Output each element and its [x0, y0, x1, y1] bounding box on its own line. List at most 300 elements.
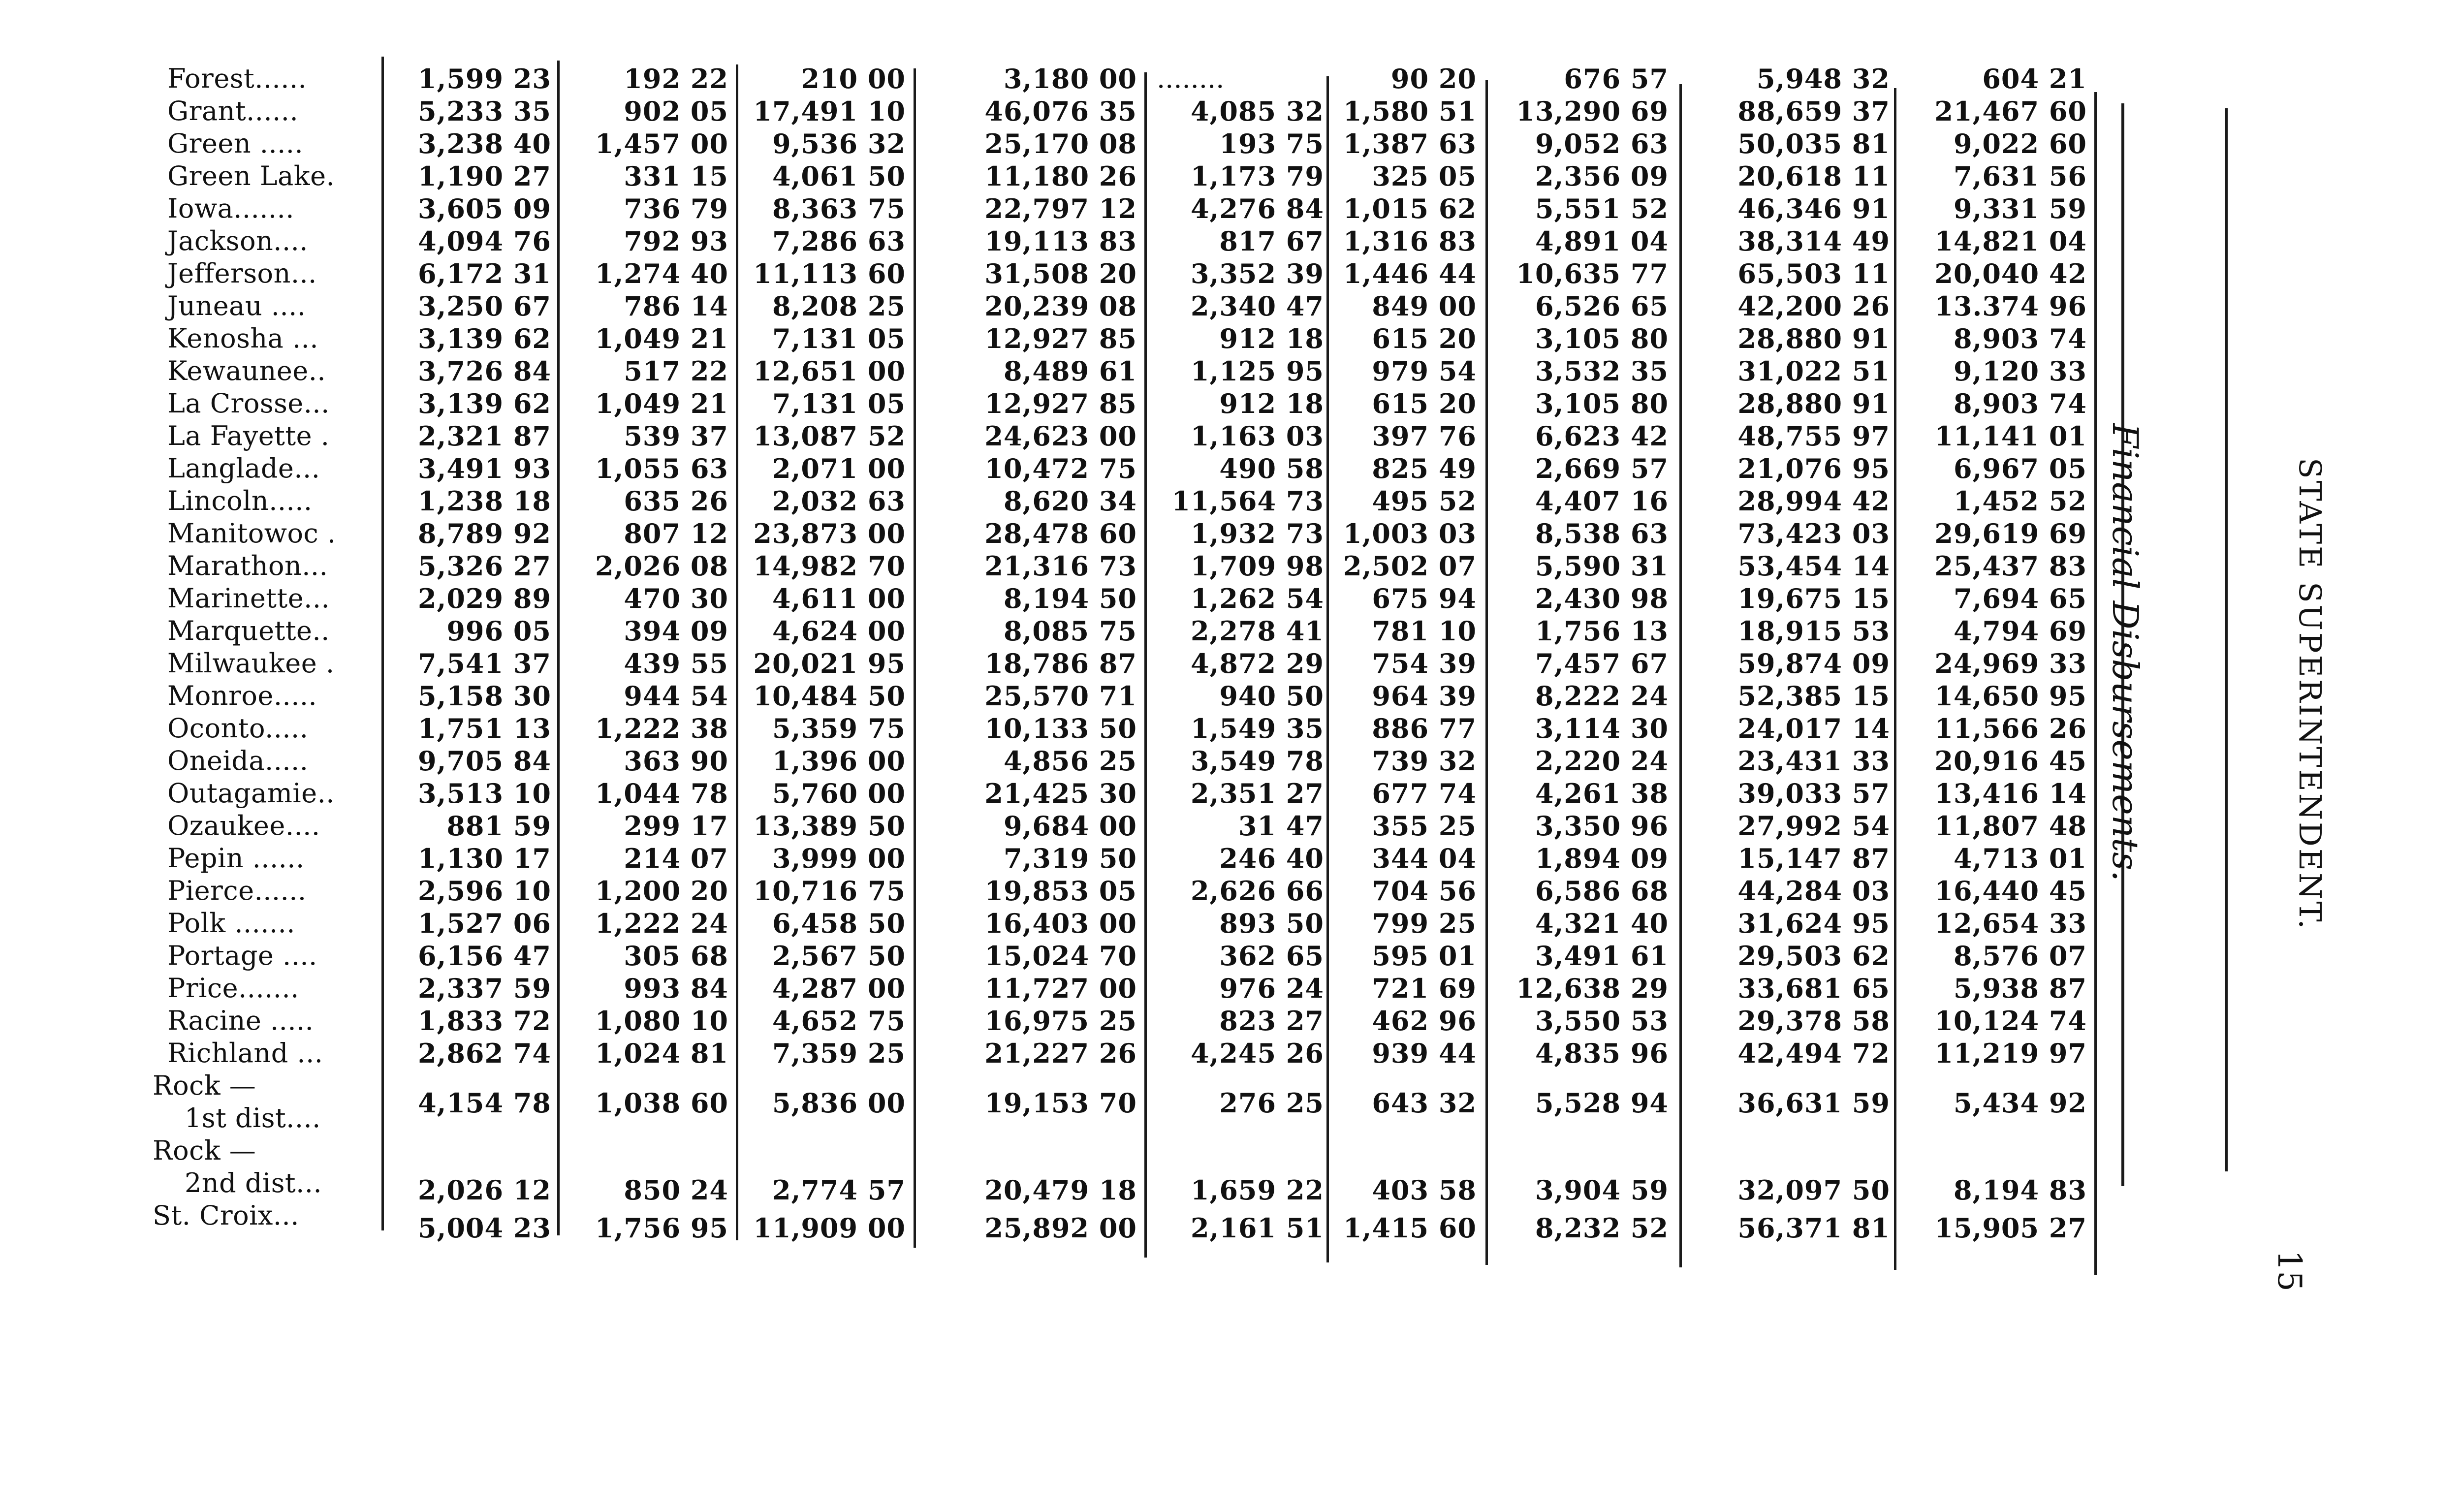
amount-cell: 18,786 87: [984, 648, 1137, 679]
amount-cell: 4,276 84: [1190, 193, 1324, 224]
amount-cell: 5,233 35: [417, 95, 551, 127]
amount-cell: 397 76: [1372, 420, 1477, 452]
amount-cell: 53,454 14: [1737, 550, 1890, 582]
amount-cell: 5,528 94: [1535, 1087, 1669, 1119]
amount-cell: 996 05: [446, 615, 551, 647]
amount-cell: 11,564 73: [1171, 485, 1324, 517]
amount-cell: 7,631 56: [1953, 160, 2087, 192]
amount-cell: 12,927 85: [984, 323, 1137, 354]
amount-cell: 355 25: [1372, 810, 1477, 842]
amount-cell: 976 24: [1219, 973, 1324, 1004]
amount-cell: 5,359 75: [772, 713, 906, 744]
amount-cell: 23,873 00: [753, 518, 906, 549]
amount-cell: 1,038 60: [595, 1087, 728, 1119]
amount-cell: 8,194 50: [1003, 583, 1137, 614]
amount-cell: 28,994 42: [1737, 485, 1890, 517]
amount-cell: 14,982 70: [753, 550, 906, 582]
amount-cell: 3,726 84: [417, 355, 551, 387]
amount-cell: 11,113 60: [753, 258, 906, 289]
amount-cell: 31,508 20: [984, 258, 1137, 289]
amount-cell: 754 39: [1372, 648, 1477, 679]
amount-cell: 25,570 71: [984, 680, 1137, 712]
amount-cell: 615 20: [1372, 388, 1477, 419]
county-name: Pierce......: [167, 875, 307, 906]
county-name: Forest......: [167, 63, 307, 94]
amount-cell: 1,415 60: [1343, 1212, 1477, 1244]
amount-cell: 490 58: [1219, 453, 1324, 484]
amount-cell: 4,245 26: [1190, 1038, 1324, 1069]
amount-cell: 2,502 07: [1343, 550, 1477, 582]
amount-cell: 20,618 11: [1737, 160, 1890, 192]
amount-cell: 331 15: [624, 160, 728, 192]
amount-cell: 24,017 14: [1737, 713, 1890, 744]
amount-cell: 12,927 85: [984, 388, 1137, 419]
amount-cell: 4,856 25: [1003, 745, 1137, 777]
amount-cell: 1,580 51: [1343, 95, 1477, 127]
amount-cell: 604 21: [1982, 63, 2087, 94]
amount-cell: 3,549 78: [1190, 745, 1324, 777]
amount-cell: 3,238 40: [417, 128, 551, 159]
amount-cell: 13.374 96: [1934, 290, 2087, 322]
amount-cell: 1,015 62: [1343, 193, 1477, 224]
amount-cell: 817 67: [1219, 225, 1324, 257]
amount-cell: 993 84: [624, 973, 728, 1004]
amount-cell: 21,467 60: [1934, 95, 2087, 127]
amount-cell: 18,915 53: [1737, 615, 1890, 647]
amount-cell: 46,076 35: [984, 95, 1137, 127]
amount-cell: 3,999 00: [772, 843, 906, 874]
amount-cell: 439 55: [624, 648, 728, 679]
amount-cell: 1,190 27: [417, 160, 551, 192]
amount-cell: 1,044 78: [595, 778, 728, 809]
amount-cell: 8,222 24: [1535, 680, 1669, 712]
amount-cell: 16,403 00: [984, 908, 1137, 939]
amount-cell: 11,566 26: [1934, 713, 2087, 744]
amount-cell: 675 94: [1372, 583, 1477, 614]
amount-cell: 29,619 69: [1934, 518, 2087, 549]
amount-cell: 1,599 23: [417, 63, 551, 94]
amount-cell: 964 39: [1372, 680, 1477, 712]
amount-cell: 1,222 38: [595, 713, 728, 744]
amount-cell: 2,026 08: [595, 550, 728, 582]
amount-cell: 5,004 23: [417, 1212, 551, 1244]
amount-cell: 7,541 37: [417, 648, 551, 679]
amount-cell: 704 56: [1372, 875, 1477, 907]
amount-cell: 470 30: [624, 583, 728, 614]
amount-cell: 8,085 75: [1003, 615, 1137, 647]
county-name: La Crosse...: [167, 388, 330, 419]
amount-cell: 403 58: [1372, 1174, 1477, 1206]
amount-cell: 1,452 52: [1953, 485, 2087, 517]
column-rule: [1144, 72, 1147, 1258]
amount-cell: 28,478 60: [984, 518, 1137, 549]
amount-cell: 27,992 54: [1737, 810, 1890, 842]
amount-cell: 36,631 59: [1737, 1087, 1890, 1119]
amount-cell: 7,286 63: [772, 225, 906, 257]
county-name: Marquette..: [167, 615, 330, 646]
amount-cell: 5,836 00: [772, 1087, 906, 1119]
amount-cell: 2,774 57: [772, 1174, 906, 1206]
amount-cell: 1,130 17: [417, 843, 551, 874]
amount-cell: 394 09: [624, 615, 728, 647]
amount-cell: 786 14: [624, 290, 728, 322]
amount-cell: 42,494 72: [1737, 1038, 1890, 1069]
amount-cell: 979 54: [1372, 355, 1477, 387]
amount-cell: 3,904 59: [1535, 1174, 1669, 1206]
amount-cell: 50,035 81: [1737, 128, 1890, 159]
amount-cell: 8,208 25: [772, 290, 906, 322]
amount-cell: 736 79: [624, 193, 728, 224]
amount-cell: 3,352 39: [1190, 258, 1324, 289]
county-name: Grant......: [167, 95, 299, 126]
amount-cell: 5,938 87: [1953, 973, 2087, 1004]
amount-cell: 20,021 95: [753, 648, 906, 679]
amount-cell: 3,550 53: [1535, 1005, 1669, 1037]
amount-cell: 7,457 67: [1535, 648, 1669, 679]
amount-cell: 15,905 27: [1934, 1212, 2087, 1244]
amount-cell: 8,903 74: [1953, 323, 2087, 354]
amount-cell: 886 77: [1372, 713, 1477, 744]
amount-cell: 90 20: [1390, 63, 1477, 94]
amount-cell: 4,624 00: [772, 615, 906, 647]
amount-cell: 210 00: [801, 63, 906, 94]
amount-cell: 31,624 95: [1737, 908, 1890, 939]
county-name: Oneida.....: [167, 745, 309, 776]
amount-cell: 4,154 78: [417, 1087, 551, 1119]
amount-cell: 10,124 74: [1934, 1005, 2087, 1037]
amount-cell: 6,526 65: [1535, 290, 1669, 322]
amount-cell: 517 22: [624, 355, 728, 387]
county-name: Pepin ......: [167, 843, 305, 874]
amount-cell: 4,287 00: [772, 973, 906, 1004]
amount-cell: 5,434 92: [1953, 1087, 2087, 1119]
amount-cell: 19,113 83: [984, 225, 1137, 257]
county-name: La Fayette .: [167, 420, 330, 451]
amount-cell: 1,396 00: [772, 745, 906, 777]
amount-cell: 12,654 33: [1934, 908, 2087, 939]
amount-cell: 739 32: [1372, 745, 1477, 777]
amount-cell: 825 49: [1372, 453, 1477, 484]
amount-cell: 2,321 87: [417, 420, 551, 452]
amount-cell: 2,220 24: [1535, 745, 1669, 777]
amount-cell: 52,385 15: [1737, 680, 1890, 712]
amount-cell: 7,359 25: [772, 1038, 906, 1069]
amount-cell: 7,131 05: [772, 323, 906, 354]
amount-cell: 6,586 68: [1535, 875, 1669, 907]
amount-cell: 944 54: [624, 680, 728, 712]
amount-cell: 1,316 83: [1343, 225, 1477, 257]
amount-cell: 5,590 31: [1535, 550, 1669, 582]
county-name: St. Croix...: [153, 1200, 299, 1231]
amount-cell: 1,003 03: [1343, 518, 1477, 549]
amount-cell: 1,833 72: [417, 1005, 551, 1037]
column-rule: [914, 68, 916, 1248]
amount-cell: 8,363 75: [772, 193, 906, 224]
amount-cell: 3,180 00: [1003, 63, 1137, 94]
amount-cell: 7,131 05: [772, 388, 906, 419]
amount-cell: 28,880 91: [1737, 388, 1890, 419]
section-title: Financial Disbursements.: [2105, 423, 2146, 882]
column-rule: [1326, 76, 1329, 1262]
amount-cell: 2,071 00: [772, 453, 906, 484]
amount-cell: 28,880 91: [1737, 323, 1890, 354]
amount-cell: 4,407 16: [1535, 485, 1669, 517]
amount-cell: 11,727 00: [984, 973, 1137, 1004]
amount-cell: 3,491 61: [1535, 940, 1669, 972]
amount-cell: 3,105 80: [1535, 323, 1669, 354]
amount-cell: 1,173 79: [1190, 160, 1324, 192]
amount-cell: 3,605 09: [417, 193, 551, 224]
amount-cell: 1,080 10: [595, 1005, 728, 1037]
amount-cell: 2,596 10: [417, 875, 551, 907]
amount-cell: 881 59: [446, 810, 551, 842]
amount-cell: 940 50: [1219, 680, 1324, 712]
amount-cell: 6,967 05: [1953, 453, 2087, 484]
county-name-district: 1st dist....: [185, 1102, 321, 1134]
amount-cell: 1,527 06: [417, 908, 551, 939]
amount-cell: 33,681 65: [1737, 973, 1890, 1004]
amount-cell: 214 07: [624, 843, 728, 874]
amount-cell: 781 10: [1372, 615, 1477, 647]
amount-cell: 25,170 08: [984, 128, 1137, 159]
amount-cell: 823 27: [1219, 1005, 1324, 1037]
amount-cell: 305 68: [624, 940, 728, 972]
amount-cell: 2,032 63: [772, 485, 906, 517]
amount-cell: 4,794 69: [1953, 615, 2087, 647]
amount-cell: 2,026 12: [417, 1174, 551, 1206]
amount-cell: 1,756 13: [1535, 615, 1669, 647]
amount-cell: 3,139 62: [417, 388, 551, 419]
county-name: Ozaukee....: [167, 810, 320, 841]
amount-cell: 9,120 33: [1953, 355, 2087, 387]
amount-cell: 4,891 04: [1535, 225, 1669, 257]
county-name: Green Lake.: [167, 160, 335, 191]
amount-cell: 1,274 40: [595, 258, 728, 289]
amount-cell: 25,892 00: [984, 1212, 1137, 1244]
amount-cell: 25,437 83: [1934, 550, 2087, 582]
amount-cell: 2,029 89: [417, 583, 551, 614]
county-name: Juneau ....: [167, 290, 306, 321]
amount-cell: 912 18: [1219, 323, 1324, 354]
amount-cell: 42,200 26: [1737, 290, 1890, 322]
amount-cell: 3,491 93: [417, 453, 551, 484]
amount-cell: 9,331 59: [1953, 193, 2087, 224]
amount-cell: 912 18: [1219, 388, 1324, 419]
amount-cell: 19,675 15: [1737, 583, 1890, 614]
column-rule: [1679, 84, 1682, 1267]
amount-cell: 14,821 04: [1934, 225, 2087, 257]
amount-cell: 8,194 83: [1953, 1174, 2087, 1206]
county-name: Price.......: [167, 973, 299, 1004]
amount-cell: 19,153 70: [984, 1087, 1137, 1119]
amount-cell: 29,378 58: [1737, 1005, 1890, 1037]
amount-cell: 21,316 73: [984, 550, 1137, 582]
amount-cell: 31 47: [1238, 810, 1324, 842]
amount-cell: 4,872 29: [1190, 648, 1324, 679]
amount-cell: 59,874 09: [1737, 648, 1890, 679]
amount-cell: 14,650 95: [1934, 680, 2087, 712]
amount-cell: 807 12: [624, 518, 728, 549]
amount-cell: 4,652 75: [772, 1005, 906, 1037]
amount-cell: 849 00: [1372, 290, 1477, 322]
amount-cell: 8,903 74: [1953, 388, 2087, 419]
amount-cell: 1,932 73: [1190, 518, 1324, 549]
amount-cell: 11,141 01: [1934, 420, 2087, 452]
column-rule: [381, 57, 384, 1230]
amount-cell: 12,638 29: [1516, 973, 1669, 1004]
amount-cell: 24,623 00: [984, 420, 1137, 452]
amount-cell: 1,446 44: [1343, 258, 1477, 289]
amount-cell: 462 96: [1372, 1005, 1477, 1037]
amount-cell: 4,261 38: [1535, 778, 1669, 809]
amount-cell: 6,172 31: [417, 258, 551, 289]
amount-cell: 1,756 95: [595, 1212, 728, 1244]
amount-cell: 48,755 97: [1737, 420, 1890, 452]
amount-cell: 6,156 47: [417, 940, 551, 972]
county-name: Iowa.......: [167, 193, 294, 224]
amount-cell: 11,909 00: [753, 1212, 906, 1244]
amount-cell: 3,532 35: [1535, 355, 1669, 387]
amount-cell: 299 17: [624, 810, 728, 842]
amount-cell: 11,807 48: [1934, 810, 2087, 842]
amount-cell: 5,948 32: [1756, 63, 1890, 94]
amount-cell: 325 05: [1372, 160, 1477, 192]
amount-cell: 4,085 32: [1190, 95, 1324, 127]
amount-cell: 65,503 11: [1737, 258, 1890, 289]
amount-cell: 22,797 12: [984, 193, 1137, 224]
county-name: Racine .....: [167, 1005, 314, 1036]
county-name: Polk .......: [167, 908, 295, 939]
amount-cell: 192 22: [624, 63, 728, 94]
amount-cell: 344 04: [1372, 843, 1477, 874]
amount-cell: 1,709 98: [1190, 550, 1324, 582]
amount-cell: 2,356 09: [1535, 160, 1669, 192]
amount-cell: 850 24: [624, 1174, 728, 1206]
county-name: Jackson....: [167, 225, 308, 256]
county-name: Lincoln.....: [167, 485, 313, 516]
amount-cell: 1,238 18: [417, 485, 551, 517]
amount-cell: 1,549 35: [1190, 713, 1324, 744]
amount-cell: 4,611 00: [772, 583, 906, 614]
amount-cell: 9,022 60: [1953, 128, 2087, 159]
county-name: Oconto.....: [167, 713, 309, 744]
amount-cell: 2,337 59: [417, 973, 551, 1004]
county-name: Kewaunee..: [167, 355, 326, 386]
amount-cell: 15,024 70: [984, 940, 1137, 972]
amount-cell: 29,503 62: [1737, 940, 1890, 972]
amount-cell: 13,389 50: [753, 810, 906, 842]
amount-cell: 595 01: [1372, 940, 1477, 972]
amount-cell: 2,351 27: [1190, 778, 1324, 809]
county-name: Milwaukee .: [167, 648, 335, 679]
amount-cell: 635 26: [624, 485, 728, 517]
amount-cell: 5,760 00: [772, 778, 906, 809]
amount-cell: 643 32: [1372, 1087, 1477, 1119]
amount-cell: 56,371 81: [1737, 1212, 1890, 1244]
amount-cell: 8,620 34: [1003, 485, 1137, 517]
amount-cell: 20,239 08: [984, 290, 1137, 322]
amount-cell: 10,484 50: [753, 680, 906, 712]
amount-cell: 495 52: [1372, 485, 1477, 517]
amount-cell: 893 50: [1219, 908, 1324, 939]
county-name-district: 2nd dist...: [185, 1167, 322, 1198]
amount-cell: 9,052 63: [1535, 128, 1669, 159]
amount-cell: 73,423 03: [1737, 518, 1890, 549]
county-name: Marathon...: [167, 550, 328, 581]
amount-cell: 11,180 26: [984, 160, 1137, 192]
amount-cell: 9,536 32: [772, 128, 906, 159]
amount-cell: 7,319 50: [1003, 843, 1137, 874]
amount-cell: 6,623 42: [1535, 420, 1669, 452]
amount-cell: 2,340 47: [1190, 290, 1324, 322]
county-name: Rock —: [153, 1070, 256, 1101]
amount-cell: 16,440 45: [1934, 875, 2087, 907]
amount-cell: 2,278 41: [1190, 615, 1324, 647]
amount-cell: 276 25: [1219, 1087, 1324, 1119]
amount-cell: 1,024 81: [595, 1038, 728, 1069]
amount-cell: 2,626 66: [1190, 875, 1324, 907]
amount-cell: 3,139 62: [417, 323, 551, 354]
amount-cell: 8,576 07: [1953, 940, 2087, 972]
amount-cell: 20,479 18: [984, 1174, 1137, 1206]
amount-cell: 362 65: [1219, 940, 1324, 972]
amount-cell: 1,387 63: [1343, 128, 1477, 159]
county-name: Rock —: [153, 1135, 256, 1166]
amount-cell: 1,262 54: [1190, 583, 1324, 614]
county-name: Jefferson...: [167, 258, 317, 289]
county-name: Green .....: [167, 128, 304, 159]
amount-cell: 8,489 61: [1003, 355, 1137, 387]
column-rule: [2094, 92, 2097, 1275]
amount-cell: 1,125 95: [1190, 355, 1324, 387]
amount-cell: 24,969 33: [1934, 648, 2087, 679]
page-number: 15: [2271, 1250, 2308, 1292]
amount-cell: 12,651 00: [753, 355, 906, 387]
amount-cell: 3,105 80: [1535, 388, 1669, 419]
amount-cell: 1,049 21: [595, 323, 728, 354]
amount-cell: 10,716 75: [753, 875, 906, 907]
amount-cell: 1,200 20: [595, 875, 728, 907]
amount-cell: 5,326 27: [417, 550, 551, 582]
amount-cell: 32,097 50: [1737, 1174, 1890, 1206]
amount-cell: 5,158 30: [417, 680, 551, 712]
amount-cell: 10,133 50: [984, 713, 1137, 744]
amount-cell: 3,250 67: [417, 290, 551, 322]
amount-cell: 7,694 65: [1953, 583, 2087, 614]
amount-cell: 8,789 92: [417, 518, 551, 549]
amount-cell: 9,684 00: [1003, 810, 1137, 842]
column-rule: [1485, 80, 1488, 1265]
amount-cell: 4,713 01: [1953, 843, 2087, 874]
column-rule: [736, 64, 738, 1240]
column-rule: [557, 61, 560, 1235]
amount-cell: 1,055 63: [595, 453, 728, 484]
amount-cell: 3,513 10: [417, 778, 551, 809]
amount-cell: 21,227 26: [984, 1038, 1137, 1069]
amount-cell: 6,458 50: [772, 908, 906, 939]
amount-cell: 3,114 30: [1535, 713, 1669, 744]
empty-entry-dots: ........: [1157, 63, 1225, 94]
amount-cell: 939 44: [1372, 1038, 1477, 1069]
amount-cell: 31,022 51: [1737, 355, 1890, 387]
amount-cell: 2,430 98: [1535, 583, 1669, 614]
amount-cell: 5,551 52: [1535, 193, 1669, 224]
amount-cell: 13,416 14: [1934, 778, 2087, 809]
amount-cell: 1,049 21: [595, 388, 728, 419]
amount-cell: 193 75: [1219, 128, 1324, 159]
amount-cell: 15,147 87: [1737, 843, 1890, 874]
county-name: Monroe.....: [167, 680, 317, 711]
